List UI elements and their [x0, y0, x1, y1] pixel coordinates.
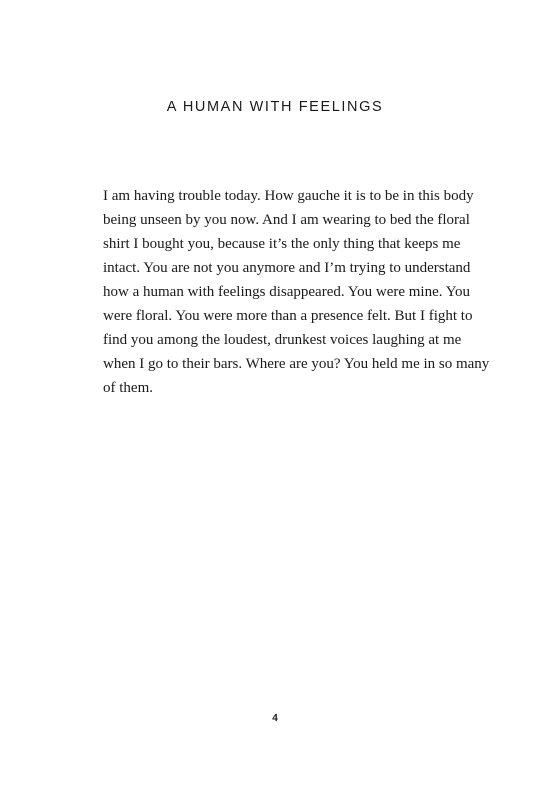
text-line: when I go to their bars. Where are you? You held me in so many	[103, 356, 490, 372]
text-line: find you among the loudest, drunkest voices laughing at me	[103, 332, 462, 348]
body-paragraph	[103, 184, 490, 400]
text-line: being unseen by you now. And I am wearing to bed the floral	[103, 212, 470, 228]
text-line: how a human with feelings disappeared. You were mine. You	[103, 284, 471, 300]
page-title: A HUMAN WITH FEELINGS	[166, 99, 384, 115]
text-line: I am having trouble today. How gauche it is to be in this body	[103, 188, 474, 204]
text-line: were floral. You were more than a presence felt. But I fight to	[103, 308, 473, 324]
page-number: 4	[272, 713, 278, 724]
text-line: of them.	[103, 380, 153, 396]
text-line: shirt I bought you, because it’s the only thing that keeps me	[103, 236, 461, 252]
text-line: intact. You are not you anymore and I’m trying to understand	[103, 260, 471, 276]
